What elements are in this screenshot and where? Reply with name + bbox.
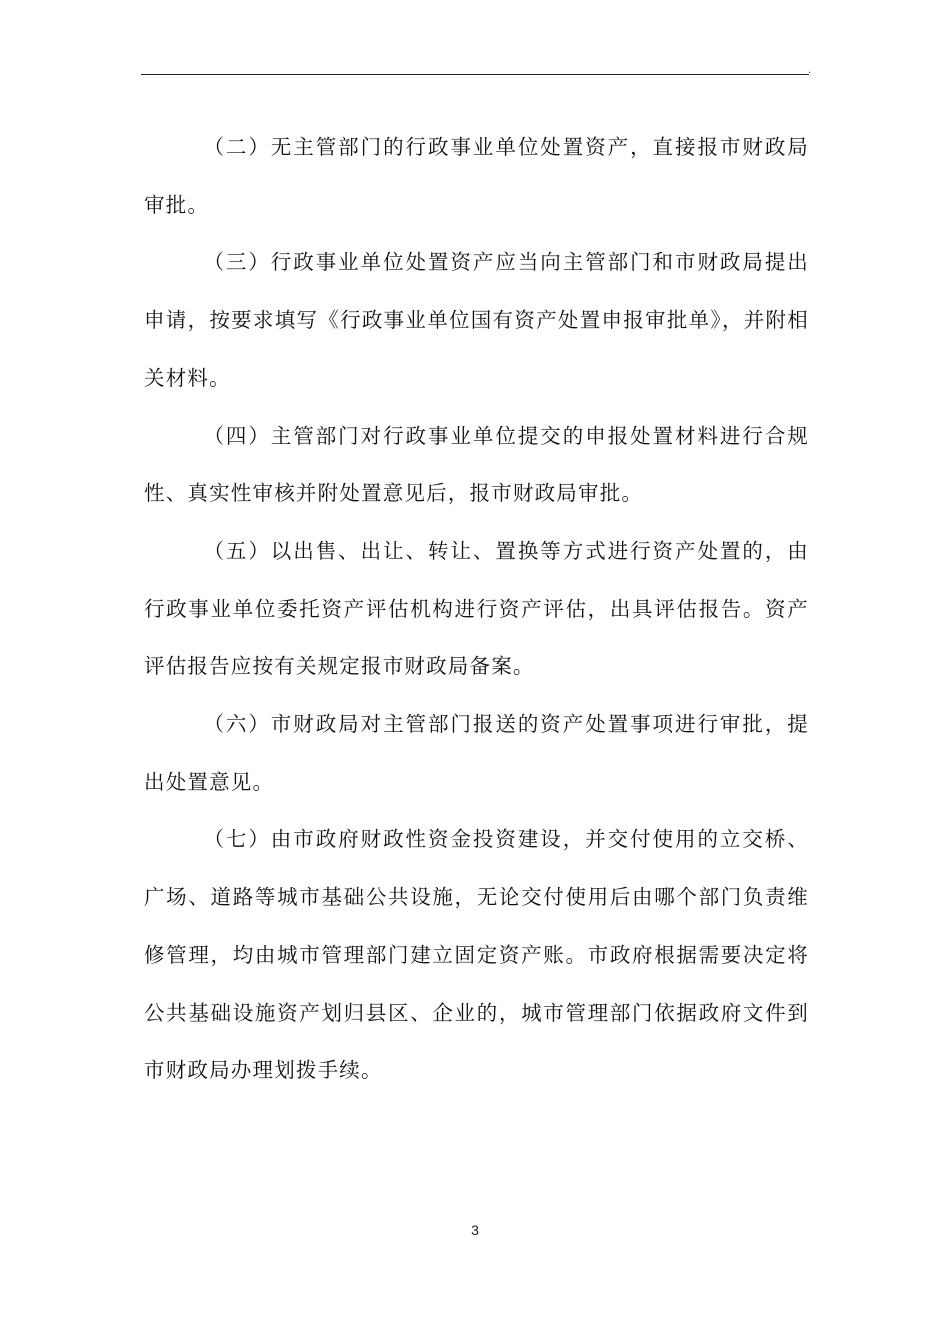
page-number: 3 [471, 1222, 479, 1238]
header-mark: . [808, 65, 812, 76]
document-body [144, 119, 809, 1100]
paragraph-4: （四）主管部门对行政事业单位提交的申报处置材料进行合规性、真实性审核并附处置意见后，报市财政局审批。 [144, 423, 809, 506]
paragraph-7: （七）由市政府财政性资金投资建设，并交付使用的立交桥、广场、道路等城市基础公共设施，无论交付使用后由哪个部门负责维修管理，均由城市管理部门建立固定资产账。市政府根据需要决定将公共基础设施资产划归县区、企业的，城市管理部门依据政府文件到市财政局办理划拨手续。 [144, 827, 809, 1083]
paragraph-2: （二）无主管部门的行政事业单位处置资产，直接报市财政局审批。 [144, 135, 809, 217]
header-rule [141, 74, 809, 75]
paragraph-5: （五）以出售、出让、转让、置换等方式进行资产处置的，由行政事业单位委托资产评估机构进行资产评估，出具评估报告。资产评估报告应按有关规定报市财政局备案。 [144, 538, 809, 679]
paragraph-3: （三）行政事业单位处置资产应当向主管部门和市财政局提出申请，按要求填写《行政事业单位国有资产处置申报审批单》，并附相关材料。 [144, 250, 809, 390]
paragraph-6: （六）市财政局对主管部门报送的资产处置事项进行审批，提出处置意见。 [144, 712, 809, 794]
